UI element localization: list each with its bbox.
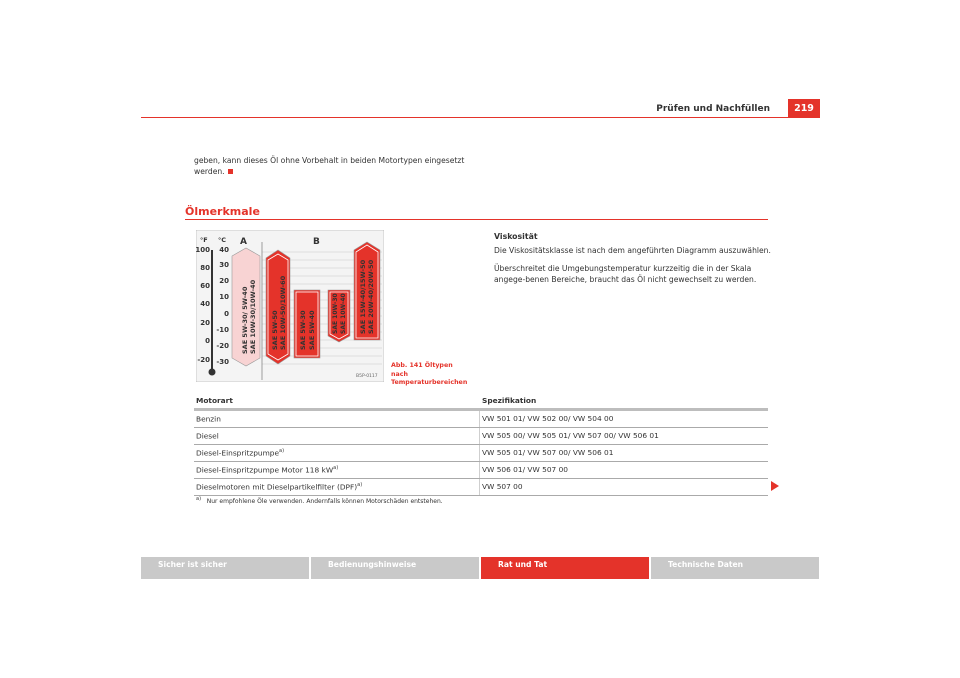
table-header-row (194, 393, 768, 411)
footnote-mark: a) (196, 496, 202, 502)
figure-caption: Abb. 141 Öltypen nach Temperaturbereichen (391, 362, 468, 386)
end-square-icon (228, 169, 233, 174)
table-row (194, 411, 768, 428)
tab-bedienungshinweise[interactable] (311, 557, 479, 579)
intro-paragraph (194, 155, 494, 177)
header-motorart: Motorart (196, 396, 233, 405)
c-tick: 40 (219, 246, 229, 254)
intro-text: geben, kann dieses Öl ohne Vorbehalt in beiden Motortypen eingesetzt werden. (194, 156, 465, 176)
c-tick: -10 (216, 326, 229, 334)
bar-a-label-2: SAE 10W-30/10W-40 (249, 279, 257, 354)
c-tick: 10 (219, 293, 229, 301)
viskositaet-paragraph-1: Die Viskositätsklasse ist nach dem angeführten Diagramm auszuwählen. (494, 246, 771, 255)
table-row (194, 462, 768, 479)
c-tick: -20 (216, 342, 229, 350)
c-tick: 30 (219, 261, 229, 269)
f-tick: 20 (200, 319, 210, 327)
footnote (196, 496, 443, 505)
f-tick: -20 (197, 356, 210, 364)
tab-label: Sicher ist sicher (158, 560, 227, 569)
oil-spec-table (194, 393, 768, 496)
cell-motor: Diesel-Einspritzpumpe$^{a)}$ (196, 448, 285, 458)
footnote-text: Nur empfohlene Öle verwenden. Andernfalls können Motorschäden entstehen. (206, 498, 443, 505)
tab-technische-daten[interactable] (651, 557, 819, 579)
bar-b4-label-1: SAE 15W-40/15W-50 (359, 259, 367, 334)
cell-spec: VW 507 00 (482, 482, 523, 491)
c-tick: -30 (216, 358, 229, 366)
tab-label: Rat und Tat (498, 560, 548, 569)
bar-b4-label-2: SAE 20W-40/20W-50 (367, 259, 375, 334)
bar-b2-range (294, 290, 320, 358)
f-tick: 0 (205, 337, 210, 345)
cell-spec: VW 505 01/ VW 507 00/ VW 506 01 (482, 448, 614, 457)
table-row (194, 479, 768, 496)
label-b: B (313, 237, 320, 247)
section-rule (185, 219, 768, 220)
cell-motor: Diesel-Einspritzpumpe Motor 118 $kW^{a)}$ (196, 465, 339, 475)
section-title: Ölmerkmale (185, 205, 260, 218)
bar-a-label-1: SAE 5W-30/ 5W-40 (241, 286, 249, 354)
page-number: 219 (794, 103, 814, 114)
figure-code: B5P-0117 (356, 374, 378, 379)
header-spezifikation: Spezifikation (482, 396, 537, 405)
c-tick: 0 (224, 310, 229, 318)
cell-spec: VW 506 01/ VW 507 00 (482, 465, 568, 474)
bar-b1-label-2: SAE 10W-50/10W-60 (279, 275, 287, 350)
bar-b2-label-1: SAE 5W-30 (299, 310, 307, 350)
f-tick: 100 (196, 246, 210, 254)
next-page-arrow-icon[interactable] (771, 481, 779, 491)
tab-sicher-ist-sicher[interactable] (141, 557, 309, 579)
viskositaet-paragraph-2: Überschreitet die Umgebungstemperatur kurzzeitig die in der Skala angege-benen Bereiche, braucht das Öl nicht gewechselt zu werden. (494, 264, 757, 284)
cell-motor: Diesel (196, 431, 219, 441)
unit-celsius: °C (218, 236, 227, 244)
bar-b2-label-2: SAE 5W-40 (308, 310, 316, 350)
table-row (194, 428, 768, 445)
thermometer-bulb (209, 369, 216, 376)
label-a: A (240, 237, 247, 247)
unit-fahrenheit: °F (200, 236, 208, 244)
table-row (194, 445, 768, 462)
f-tick: 80 (200, 264, 210, 272)
tab-label: Bedienungshinweise (328, 560, 417, 569)
oil-viscosity-figure (196, 230, 384, 382)
header-title: Prüfen und Nachfüllen (656, 104, 770, 114)
bar-b3-label-2: SAE 10W-40 (340, 293, 347, 334)
cell-motor: Dieselmotoren mit Dieselpartikelfilter (DPF)$^{a)}$ (196, 482, 363, 492)
viscosity-diagram (196, 230, 384, 382)
bar-b1-label-1: SAE 5W-50 (271, 310, 279, 350)
f-tick: 40 (200, 300, 210, 308)
viskositaet-title: Viskosität (494, 232, 538, 241)
f-tick: 60 (200, 282, 210, 290)
tab-rat-und-tat[interactable] (481, 557, 649, 579)
cell-spec: VW 505 00/ VW 505 01/ VW 507 00/ VW 506 01 (482, 431, 659, 440)
cell-motor: Benzin (196, 414, 221, 424)
tab-label: Technische Daten (668, 560, 744, 569)
cell-spec: VW 501 01/ VW 502 00/ VW 504 00 (482, 414, 614, 423)
header-rule (141, 117, 820, 118)
c-tick: 20 (219, 277, 229, 285)
bar-b3-label-1: SAE 10W-30 (332, 293, 339, 334)
